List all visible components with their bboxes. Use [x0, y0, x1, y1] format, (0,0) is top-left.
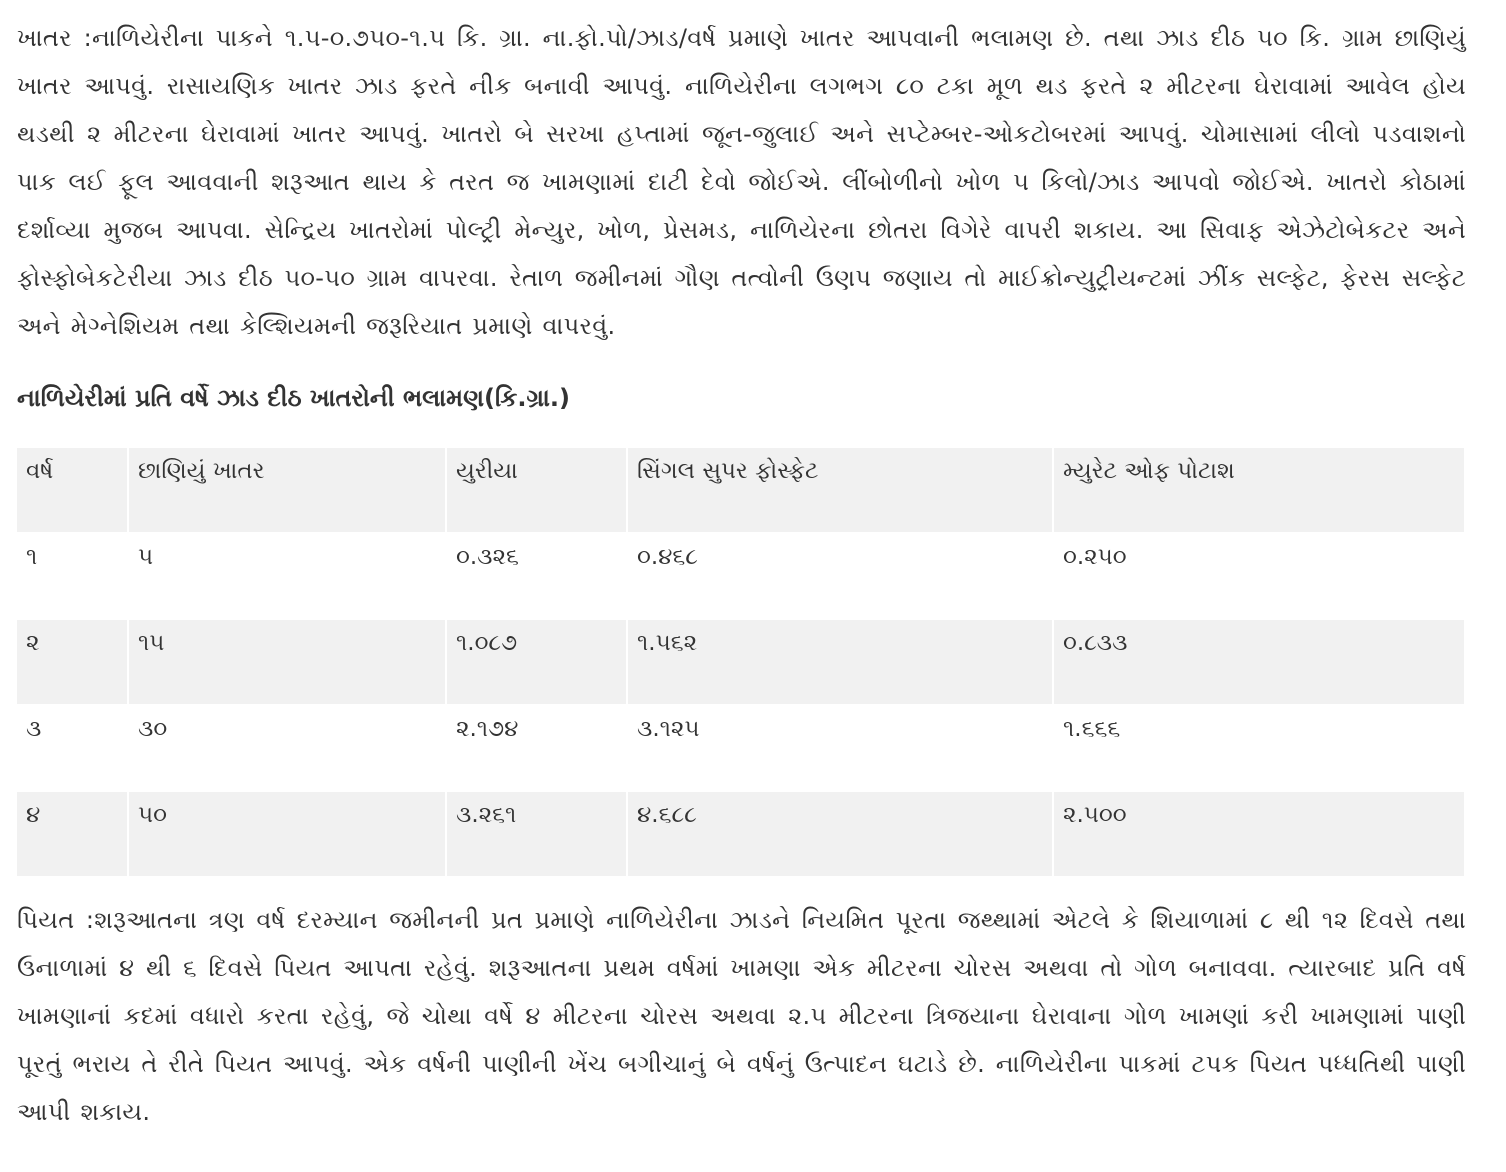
cell-single-super-phosphate: ૪.૬૮૮ — [628, 792, 1052, 876]
cell-farmyard-manure: ૫૦ — [129, 792, 445, 876]
cell-farmyard-manure: ૫ — [129, 534, 445, 618]
cell-year: ૧ — [17, 534, 127, 618]
table-heading: નાળિયેરીમાં પ્રતિ વર્ષે ઝાડ દીઠ ખાતરોની ભલામણ(કિ.ગ્રા.) — [17, 384, 570, 412]
header-single-super-phosphate: સિંગલ સુપર ફોસ્ફેટ — [628, 448, 1052, 532]
cell-urea: ૨.૧૭૪ — [447, 706, 626, 790]
cell-muriate-of-potash: ૧.૬૬૬ — [1054, 706, 1464, 790]
header-urea: યુરીયા — [447, 448, 626, 532]
cell-muriate-of-potash: ૨.૫૦૦ — [1054, 792, 1464, 876]
cell-farmyard-manure: ૩૦ — [129, 706, 445, 790]
header-muriate-of-potash: મ્યુરેટ ઓફ પોટાશ — [1054, 448, 1464, 532]
cell-farmyard-manure: ૧૫ — [129, 620, 445, 704]
fertilizer-table-wrapper — [17, 446, 1466, 878]
table-header-row — [17, 448, 1464, 532]
table-row — [17, 620, 1464, 704]
cell-urea: ૦.૩૨૬ — [447, 534, 626, 618]
fertilizer-table — [15, 446, 1466, 878]
table-row — [17, 706, 1464, 790]
cell-muriate-of-potash: ૦.૮૩૩ — [1054, 620, 1464, 704]
cell-single-super-phosphate: ૦.૪૬૮ — [628, 534, 1052, 618]
cell-year: ૩ — [17, 706, 127, 790]
cell-muriate-of-potash: ૦.૨૫૦ — [1054, 534, 1464, 618]
cell-year: ૨ — [17, 620, 127, 704]
cell-urea: ૩.૨૬૧ — [447, 792, 626, 876]
fertilizer-paragraph: ખાતર :નાળિયેરીના પાકને ૧.૫-૦.૭૫૦-૧.૫ કિ. ગ્રા. ના.ફો.પો/ઝાડ/વર્ષ પ્રમાણે ખાતર આપવાની ભલામણ છે. તથા ઝાડ દીઠ ૫૦ કિ. ગ્રામ છાણિયું ખાતર આપવું. રાસાયણિક ખાતર ઝાડ ફરતે નીક બનાવી આપવું. નાળિયેરીના લગભગ ૮૦ ટકા મૂળ થડ ફરતે ૨ મીટરના ઘેરાવામાં આવેલ હોય થડથી ૨ મીટરના ઘેરાવામાં ખાતર આપવું. ખાતરો બે સરખા હપ્તામાં જૂન-જુલાઈ અને સપ્ટેમ્બર-ઓકટોબરમાં આપવું. ચોમાસામાં લીલો પડવાશનો પાક લઈ ફૂલ આવવાની શરૂઆત થાય કે તરત જ ખામણામાં દાટી દેવો જોઈએ. લીંબોળીનો ખોળ ૫ કિલો/ઝાડ આપવો જોઈએ. ખાતરો કોઠામાં દર્શાવ્યા મુજબ આપવા. સેન્દ્રિય ખાતરોમાં પોલ્ટ્રી મેન્યુર, ખોળ, પ્રેસમડ, નાળિયેરના છોતરા વિગેરે વાપરી શકાય. આ સિવાફ એઝેટોબેકટર અને ફોસ્ફોબેકટેરીયા ઝાડ દીઠ ૫૦-૫૦ ગ્રામ વાપરવા. રેતાળ જમીનમાં ગૌણ તત્વોની ઉણપ જણાય તો માઈક્રોન્યુટ્રીયન્ટમાં ઝીંક સલ્ફેટ, ફેરસ સલ્ફેટ અને મેગ્નેશિયમ તથા કેલ્શિયમની જરૂરિયાત પ્રમાણે વાપરવું. — [17, 24, 1466, 340]
table-row — [17, 792, 1464, 876]
cell-single-super-phosphate: ૧.૫૬૨ — [628, 620, 1052, 704]
irrigation-paragraph: પિયત :શરૂઆતના ત્રણ વર્ષ દરમ્યાન જમીનની પ્રત પ્રમાણે નાળિયેરીના ઝાડને નિયમિત પૂરતા જથ્થામાં એટલે કે શિયાળામાં ૮ થી ૧૨ દિવસે તથા ઉનાળામાં ૪ થી ૬ દિવસે પિયત આપતા રહેવું. શરૂઆતના પ્રથમ વર્ષમાં ખામણા એક મીટરના ચોરસ અથવા તો ગોળ બનાવવા. ત્યારબાદ પ્રતિ વર્ષ ખામણાનાં કદમાં વધારો કરતા રહેવું, જે ચોથા વર્ષે ૪ મીટરના ચોરસ અથવા ૨.૫ મીટરના ત્રિજયાના ઘેરાવાના ગોળ ખામણાં કરી ખામણામાં પાણી પૂરતું ભરાય તે રીતે પિયત આપવું. એક વર્ષની પાણીની ખેંચ બગીચાનું બે વર્ષનું ઉત્પાદન ઘટાડે છે. નાળિયેરીના પાકમાં ટપક પિયત પધ્ધતિથી પાણી આપી શકાય. — [17, 906, 1466, 1126]
table-row — [17, 534, 1464, 618]
cell-year: ૪ — [17, 792, 127, 876]
cell-urea: ૧.૦૮૭ — [447, 620, 626, 704]
header-farmyard-manure: છાણિયું ખાતર — [129, 448, 445, 532]
cell-single-super-phosphate: ૩.૧૨૫ — [628, 706, 1052, 790]
header-year: વર્ષ — [17, 448, 127, 532]
